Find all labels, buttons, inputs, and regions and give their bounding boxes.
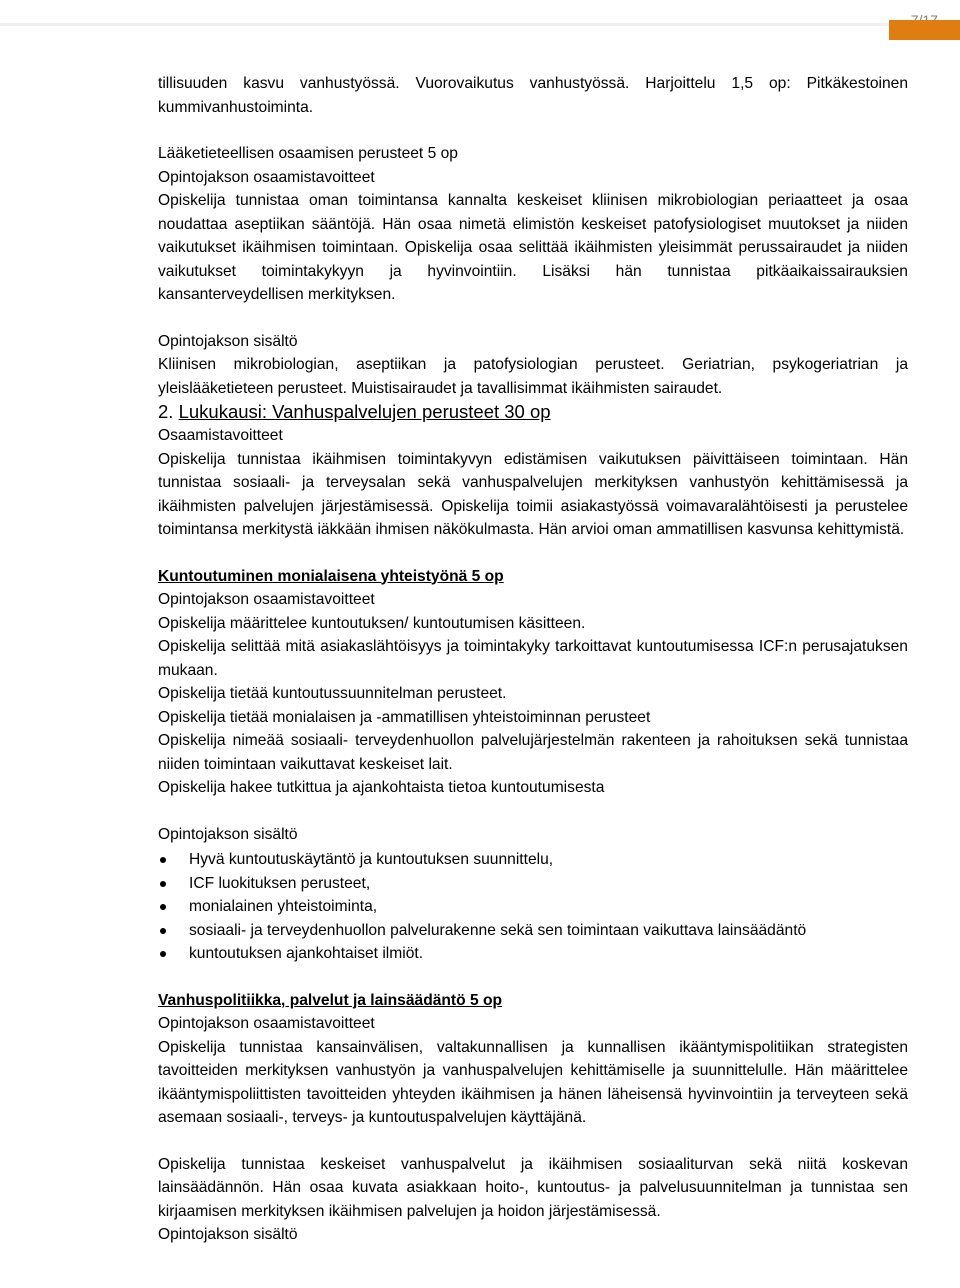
course2-goal-line: Opiskelija määrittelee kuntoutuksen/ kuntoutumisen käsitteen. (158, 614, 586, 632)
course2-goal-line: Opiskelija hakee tutkittua ja ajankohtaista tietoa kuntoutumisesta (158, 779, 605, 796)
course2-goals-label: Opintojakson osaamistavoitteet (158, 591, 375, 608)
course3-goals-text-1: Opiskelija tunnistaa kansainvälisen, valtakunnallisen ja kunnallisen ikääntymispolitiikan strategisten tavoitteiden merkityksen vanhustyön ja vanhuspalvelujen kehittämiselle ja suunnittelulle. Hän määrittelee ikääntymispoliittisten tavoitteiden yhteyden ikäihmisen ja hänen läheisensä hyvinvointiin ja terveyteen sekä asemaan sosiaali-, terveys- ja kuntoutuspalvelujen käyttäjänä. (158, 1038, 908, 1126)
list-item: ICF luokituksen perusteet, (158, 872, 908, 896)
course2-goal-line: Opiskelija tietää kuntoutussuunnitelman perusteet. (158, 685, 507, 702)
semester-goals-text: Opiskelija tunnistaa ikäihmisen toimintakyvyn edistämisen vaikutuksen päivittäiseen toimintaan. Hän tunnistaa sosiaali- ja terveysalan sekä vanhuspalvelujen merkityksen vanhustyön kehittämisessä ja ikäihmisten palvelujen järjestämisessä. Opiskelija toimii asiakastyössä voimavaralähtöisesti ja perustelee toimintansa merkitystä iäkkään ihmisen näkökulmasta. Hän arvioi oman ammatillisen kasvunsa kehittymistä. (158, 450, 908, 538)
intro-paragraph: tillisuuden kasvu vanhustyössä. Vuorovaikutus vanhustyössä. Harjoittelu 1,5 op: Pitkäkestoinen kummivanhustoiminta. (158, 75, 908, 116)
header-rule (0, 23, 889, 26)
course2-title: Kuntoutuminen monialaisena yhteistyönä 5 op (158, 567, 504, 585)
course1-title: Lääketieteellisen osaamisen perusteet 5 op (158, 145, 458, 162)
semester-number: 2. (158, 401, 174, 422)
course3-title: Vanhuspolitiikka, palvelut ja lainsäädäntö 5 op (158, 991, 503, 1009)
list-item: sosiaali- ja terveydenhuollon palvelurakenne sekä sen toimintaan vaikuttava lainsäädäntö (158, 919, 908, 943)
course1-content-text: Kliinisen mikrobiologian, aseptiikan ja patofysiologian perusteet. Geriatrian, psykogeriatrian ja yleislääketieteen perusteet. Muistisairaudet ja tavallisimmat ikäihmisten sairaudet. (158, 356, 908, 397)
course3-goals-label: Opintojakson osaamistavoitteet (158, 1015, 375, 1032)
course2-content-label: Opintojakson sisältö (158, 825, 298, 843)
document-body (158, 72, 908, 1247)
list-item: Hyvä kuntoutuskäytäntö ja kuntoutuksen suunnittelu, (158, 848, 908, 872)
semester-title: Lukukausi: Vanhuspalvelujen perusteet 30 op (178, 401, 551, 422)
course2-content-list (158, 848, 908, 966)
list-item: kuntoutuksen ajankohtaiset ilmiöt. (158, 942, 908, 966)
course2-goal-line: Opiskelija nimeää sosiaali- terveydenhuollon palvelujärjestelmän rakenteen ja rahoituksen sekä tunnistaa niiden toimintaan vaikuttavat keskeiset lait. (158, 732, 908, 773)
course1-content-label: Opintojakson sisältö (158, 332, 298, 350)
semester-heading (158, 400, 908, 424)
list-item: monialainen yhteistoiminta, (158, 895, 908, 919)
course3-goals-text-2: Opiskelija tunnistaa keskeiset vanhuspalvelut ja ikäihmisen sosiaaliturvan sekä niitä koskevan lainsäädännön. Hän osaa kuvata asiakkaan hoito-, kuntoutus- ja palvelusuunnitelman ja tunnistaa sen kirjaamisen merkityksen ikäihmisen palvelujen ja hoidon järjestämisessä. (158, 1155, 908, 1220)
header-accent-bar (889, 20, 960, 40)
course2-goal-line: Opiskelija selittää mitä asiakaslähtöisyys ja toimintakyky tarkoittavat kuntoutumisessa ICF:n perusajatuksen mukaan. (158, 638, 908, 679)
course1-goals-label: Opintojakson osaamistavoitteet (158, 168, 375, 186)
course3-content-label: Opintojakson sisältö (158, 1226, 298, 1243)
course2-goal-line: Opiskelija tietää monialaisen ja -ammatillisen yhteistoiminnan perusteet (158, 708, 651, 726)
semester-goals-label: Osaamistavoitteet (158, 427, 283, 444)
course1-goals-text: Opiskelija tunnistaa oman toimintansa kannalta keskeiset kliinisen mikrobiologian periaatteet ja osaa noudattaa aseptiikan sääntöjä. Hän osaa nimetä elimistön keskeiset patofysiologiset muutokset ja niiden vaikutukset ikäihmisen toimintaan. Opiskelija osaa selittää ikäihmisten yleisimmät perussairaudet ja niiden vaikutukset toimintakykyyn ja hyvinvointiin. Lisäksi hän tunnistaa pitkäaikaissairauksien kansanterveydellisen merkityksen. (158, 192, 908, 303)
